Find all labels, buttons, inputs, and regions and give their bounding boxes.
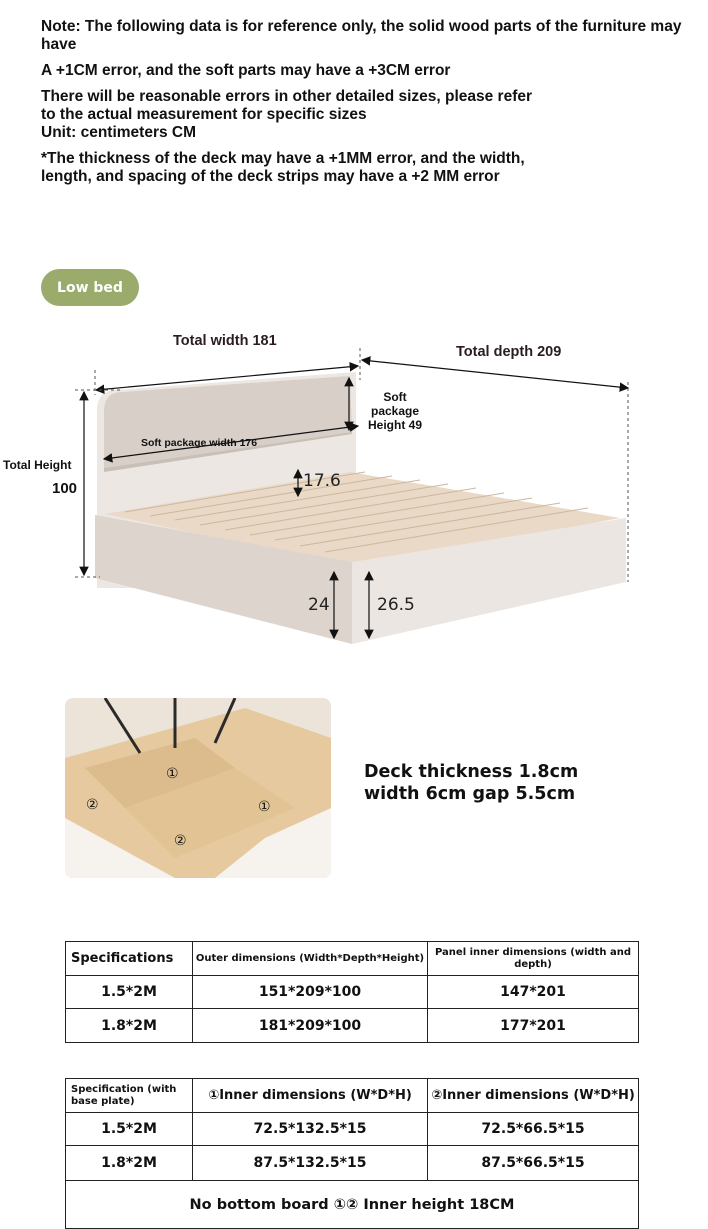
inner-dimensions-table — [65, 1078, 639, 1229]
header-cell: Specifications — [66, 942, 193, 976]
deck-width-gap: width 6cm gap 5.5cm — [364, 784, 576, 804]
cell: 72.5*66.5*15 — [428, 1113, 639, 1146]
compartment-marker: ② — [86, 797, 99, 813]
bed-diagram — [0, 320, 708, 660]
soft-height-label — [367, 390, 423, 432]
storage-photo — [65, 698, 331, 878]
cell: 147*201 — [428, 976, 639, 1009]
table-header-row — [66, 942, 639, 976]
header-cell: Specification (with base plate) — [66, 1079, 193, 1113]
cell: 151*209*100 — [193, 976, 428, 1009]
table-row — [66, 1113, 639, 1146]
deck-thickness: Deck thickness 1.8cm — [364, 762, 579, 782]
table-footer-row — [66, 1181, 639, 1229]
cell: 181*209*100 — [193, 1009, 428, 1043]
cell: 1.8*2M — [66, 1009, 193, 1043]
header-cell: ①Inner dimensions (W*D*H) — [193, 1079, 428, 1113]
header-cell: ②Inner dimensions (W*D*H) — [428, 1079, 639, 1113]
compartment-marker: ② — [174, 833, 187, 849]
soft-height-line: Soft — [383, 390, 407, 404]
compartment-marker: ① — [258, 799, 271, 815]
side-height-b: 26.5 — [377, 595, 415, 615]
cell: 1.8*2M — [66, 1146, 193, 1181]
cell: 72.5*132.5*15 — [193, 1113, 428, 1146]
cell: 87.5*66.5*15 — [428, 1146, 639, 1181]
side-height-a: 24 — [308, 595, 330, 615]
note-line: Unit: centimeters CM — [41, 124, 197, 141]
note-line: There will be reasonable errors in other detailed sizes, please refer to the actual measurement for specific sizes — [41, 88, 533, 123]
total-depth-label: Total depth 209 — [456, 344, 562, 360]
header-cell: Outer dimensions (Width*Depth*Height) — [193, 942, 428, 976]
note-line: A +1CM error, and the soft parts may have a +3CM error — [41, 62, 451, 79]
footer-cell: No bottom board ①② Inner height 18CM — [66, 1181, 639, 1229]
low-bed-badge: Low bed — [41, 269, 139, 306]
gap-label: 17.6 — [303, 471, 341, 491]
soft-width-label: Soft package width 176 — [141, 437, 258, 449]
outer-dimensions-table — [65, 941, 639, 1043]
deck-spec — [364, 761, 578, 805]
compartment-marker: ① — [166, 766, 179, 782]
total-height-label: Total Height — [3, 458, 72, 472]
cell: 177*201 — [428, 1009, 639, 1043]
total-height-value: 100 — [52, 480, 78, 497]
table-row — [66, 976, 639, 1009]
table-header-row — [66, 1079, 639, 1113]
notes-block — [41, 18, 701, 186]
cell: 1.5*2M — [66, 976, 193, 1009]
cell: 1.5*2M — [66, 1113, 193, 1146]
soft-height-line: package — [370, 404, 420, 418]
cell: 87.5*132.5*15 — [193, 1146, 428, 1181]
table-row — [66, 1146, 639, 1181]
note-line: *The thickness of the deck may have a +1MM error, and the width, length, and spacing of the deck strips may have a +2 MM error — [41, 150, 525, 185]
header-cell: Panel inner dimensions (width and depth) — [428, 942, 639, 976]
soft-height-line: Height 49 — [367, 418, 422, 432]
note-line: Note: The following data is for reference only, the solid wood parts of the furniture may have — [41, 18, 682, 53]
table-row — [66, 1009, 639, 1043]
total-width-label: Total width 181 — [173, 333, 277, 349]
